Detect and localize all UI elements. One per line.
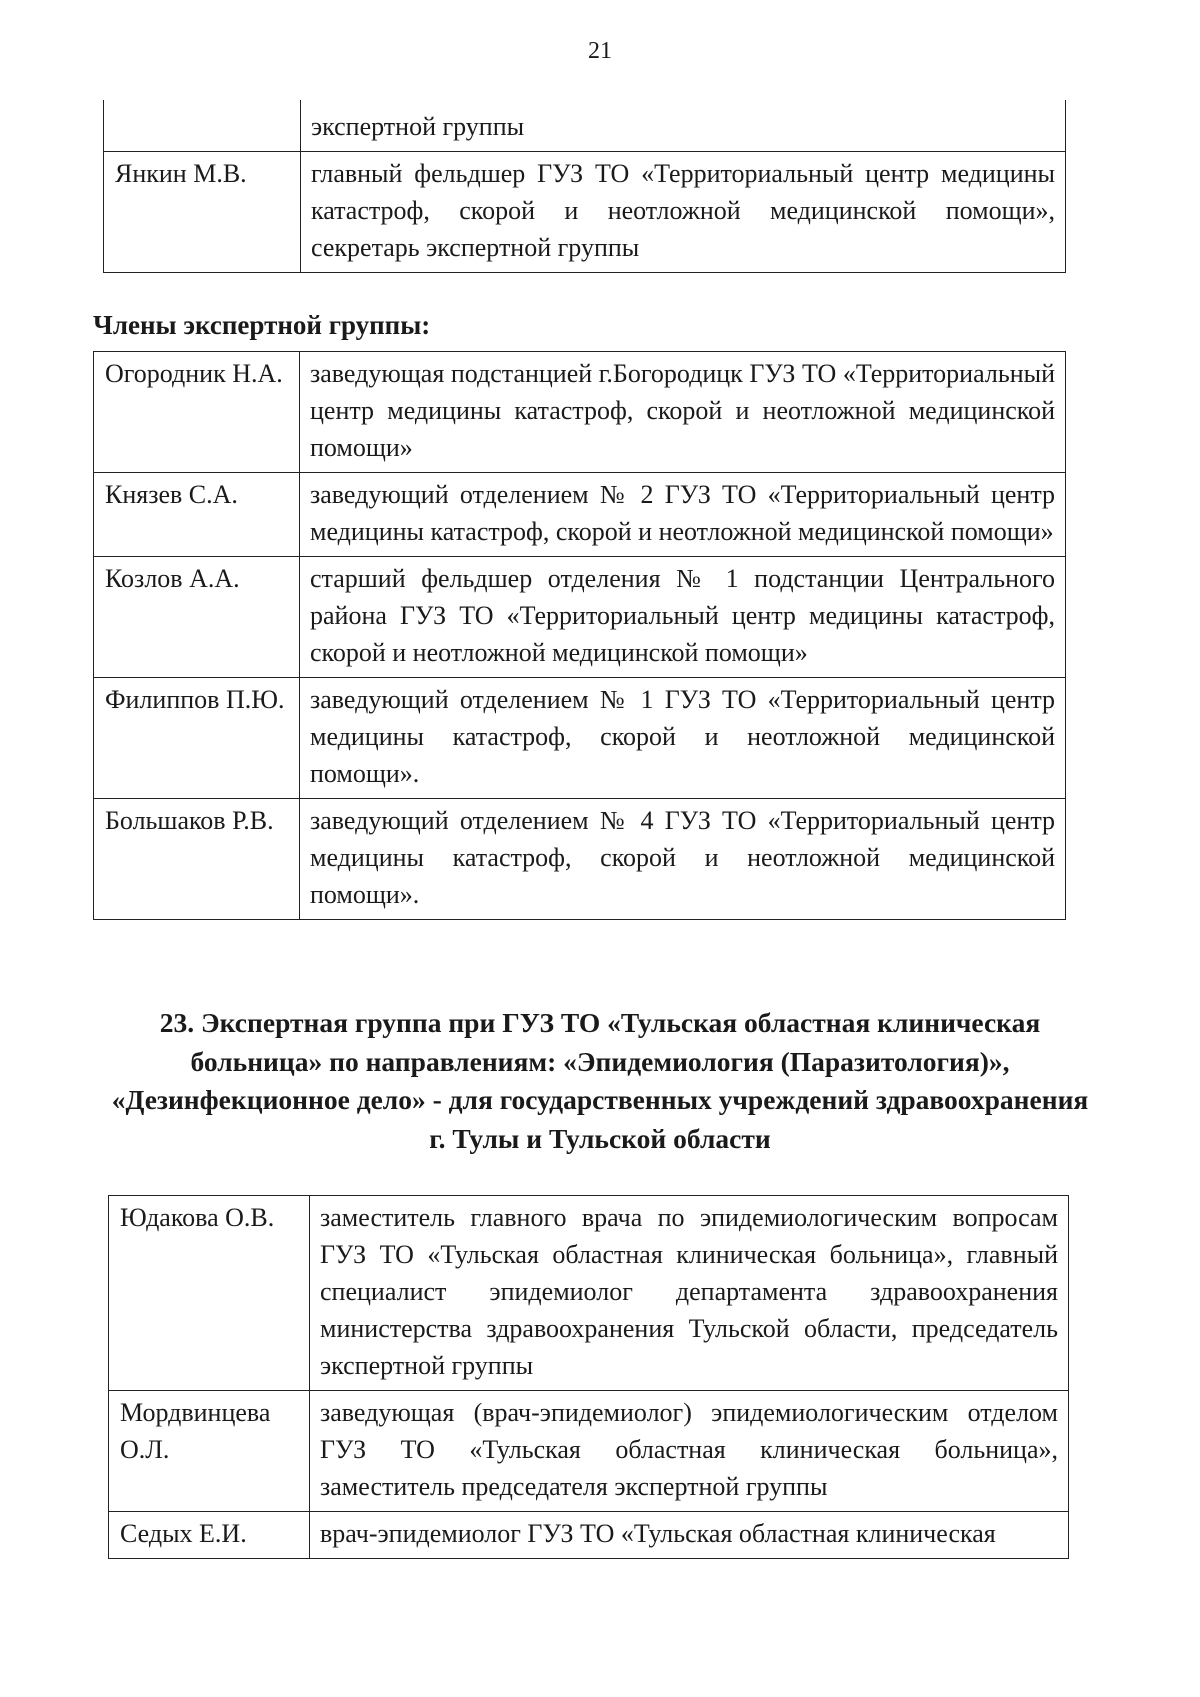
continuation-table (103, 100, 1066, 273)
section-heading-line: 23. Экспертная группа при ГУЗ ТО «Тульская областная клиническая (159, 1007, 1041, 1038)
section-heading-line: г. Тулы и Тульской области (429, 1122, 771, 1154)
member-position: старший фельдшер отделения № 1 подстанции Центрального района ГУЗ ТО «Территориальный центр медицины катастроф, скорой и неотложной медицинской помощи» (300, 557, 1066, 678)
table-row (104, 100, 1066, 152)
member-position: заведующая (врач-эпидемиолог) эпидемиологическим отделом ГУЗ ТО «Тульская областная клиническая больница», заместитель председателя экспертной группы (310, 1391, 1069, 1512)
page-number: 21 (588, 38, 612, 64)
member-name: Большаков Р.В. (94, 799, 300, 920)
table-row (109, 1196, 1069, 1391)
member-name: Князев С.А. (94, 473, 300, 557)
table-row (109, 1512, 1069, 1559)
member-position: заведующий отделением № 1 ГУЗ ТО «Территориальный центр медицины катастроф, скорой и неотложной медицинской помощи». (300, 678, 1066, 799)
table-row (94, 557, 1066, 678)
table-row (94, 799, 1066, 920)
member-name (104, 100, 301, 152)
section-heading-line: больница» по направлениям: «Эпидемиология (Паразитология)», (190, 1045, 1010, 1077)
member-name: Филиппов П.Ю. (94, 678, 300, 799)
member-name: Огородник Н.А. (94, 352, 300, 473)
member-position: заведующий отделением № 2 ГУЗ ТО «Территориальный центр медицины катастроф, скорой и неотложной медицинской помощи» (300, 473, 1066, 557)
table-row (109, 1391, 1069, 1512)
table-row (94, 678, 1066, 799)
section-heading (80, 1004, 1120, 1158)
member-position: заведующий отделением № 4 ГУЗ ТО «Территориальный центр медицины катастроф, скорой и неотложной медицинской помощи». (300, 799, 1066, 920)
group23-table (108, 1195, 1069, 1559)
member-position: экспертной группы (301, 100, 1066, 152)
member-name: Юдакова О.В. (109, 1196, 310, 1391)
members-table (93, 351, 1066, 920)
member-position: врач-эпидемиолог ГУЗ ТО «Тульская областная клиническая (310, 1512, 1069, 1559)
table-row (94, 473, 1066, 557)
section-heading-line: «Дезинфекционное дело» - для государственных учреждений здравоохранения (111, 1084, 1089, 1115)
member-position: заведующая подстанцией г.Богородицк ГУЗ ТО «Территориальный центр медицины катастроф, скорой и неотложной медицинской помощи» (300, 352, 1066, 473)
members-heading: Члены экспертной группы: (93, 310, 431, 340)
table-row (104, 152, 1066, 273)
member-name: Мордвинцева О.Л. (109, 1391, 310, 1512)
member-name: Козлов А.А. (94, 557, 300, 678)
member-position: заместитель главного врача по эпидемиологическим вопросам ГУЗ ТО «Тульская областная клиническая больница», главный специалист эпидемиолог департамента здравоохранения министерства здравоохранения Тульской области, председатель экспертной группы (310, 1196, 1069, 1391)
member-position: главный фельдшер ГУЗ ТО «Территориальный центр медицины катастроф, скорой и неотложной медицинской помощи», секретарь экспертной группы (301, 152, 1066, 273)
member-name: Седых Е.И. (109, 1512, 310, 1559)
member-name: Янкин М.В. (104, 152, 301, 273)
table-row (94, 352, 1066, 473)
